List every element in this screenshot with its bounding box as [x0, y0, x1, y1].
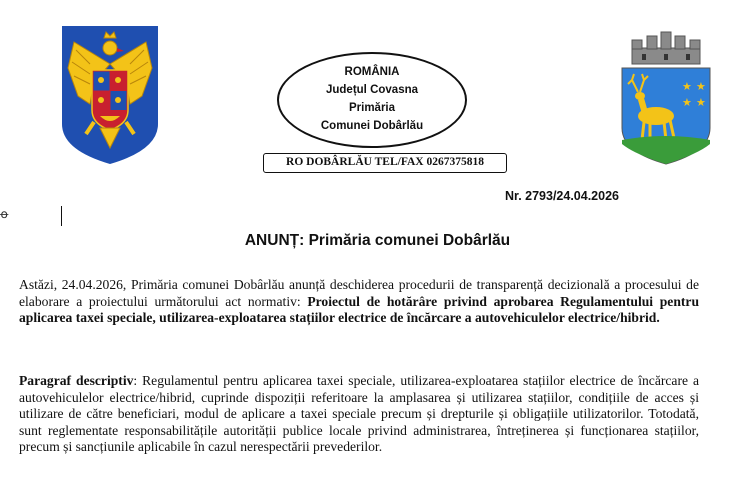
- stamp-county: Județul Covasna: [325, 84, 419, 96]
- project-title: Proiectul de hotărâre privind aprobarea Regulamentului pentru aplicarea taxei speciale, utilizarea-exploatarea stațiilor electrice de încărcare a autovehiculelor electrice/hibrid.: [19, 293, 699, 325]
- descriptive-paragraph: [19, 373, 699, 456]
- svg-text:★: ★: [682, 96, 692, 109]
- stamp-institution: Primăria: [348, 102, 396, 114]
- svg-text:★: ★: [696, 96, 706, 109]
- contact-box: RO DOBÂRLĂU TEL/FAX 0267375818: [263, 153, 507, 173]
- descriptive-label: Paragraf descriptiv: [19, 373, 134, 388]
- margin-marker-icon: ꝋ: [0, 207, 9, 221]
- svg-text:★: ★: [682, 80, 692, 93]
- romania-coat-of-arms-icon: [60, 24, 160, 166]
- svg-text:★: ★: [696, 80, 706, 93]
- announcement-title: ANUNȚ: Primăria comunei Dobârlău: [244, 232, 511, 249]
- announcement-paragraph: [19, 277, 699, 327]
- descriptive-text: : Regulamentul pentru aplicarea taxei speciale, utilizarea-exploatarea stațiilor electrice de încărcare a autovehiculelor electrice/hibrid, cuprinde dispoziții referitoare la amplasarea și utilizarea stațiilor, condițiile de acces și utilizare de către beneficiari, modul de aplicare a taxei speciale precum și drepturile și obligațiile utilizatorilor. Totodată, sunt reglementate responsabilitățile autorității publice locale privind administrarea, întreținerea și funcționarea stațiilor, precum și sancțiunile aplicabile în cazul nerespectării prevederilor.: [19, 373, 699, 454]
- document-number: Nr. 2793/24.04.2026: [505, 189, 619, 203]
- text-cursor: [61, 206, 62, 226]
- paragraph-intro: Astăzi, 24.04.2026, Primăria comunei Dobârlău anunță deschiderea procedurii de transparență decizională a procesului de elaborare a proiectului următorului act normativ:: [19, 277, 699, 309]
- stamp-commune: Comunei Dobârlău: [320, 120, 424, 132]
- dobarlau-coat-of-arms-icon: [618, 24, 714, 166]
- stamp-country: ROMÂNIA: [344, 66, 400, 78]
